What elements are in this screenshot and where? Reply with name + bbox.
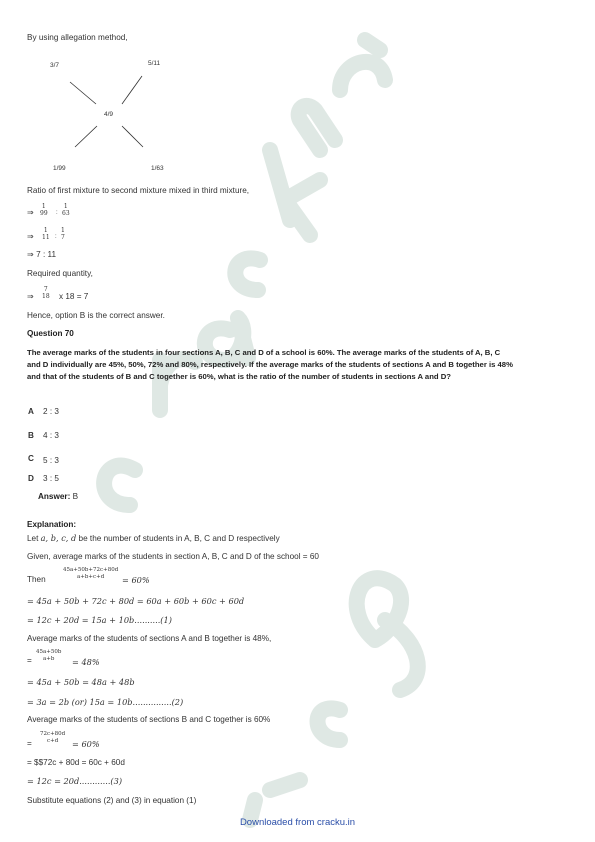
intro-text: By using allegation method, xyxy=(27,33,128,42)
explanation-line-5: = 12c + 20d = 15a + 10b..........(1) xyxy=(27,615,172,625)
diagram-top-right: 5/11 xyxy=(148,60,161,67)
hence-text: Hence, option B is the correct answer. xyxy=(27,311,165,320)
frac-numerator: 45a+50b xyxy=(36,649,62,655)
required-quantity-label: Required quantity, xyxy=(27,269,93,278)
option-letter: A xyxy=(28,407,34,416)
text-fragment: be the number of students in A, B, C and D respectively xyxy=(78,534,280,543)
question-line-3: and that of the students of B and C together is 60%, what is the ratio of the number of students in sections A and D? xyxy=(27,372,451,381)
explanation-line-3-frac xyxy=(63,567,118,581)
frac-numerator: 45a+50b+72c+80d xyxy=(63,567,119,573)
math-vars: a, b, c, d xyxy=(40,533,77,543)
explanation-line-6: Average marks of the students of sections A and B together is 48%, xyxy=(27,634,272,643)
diagram-lines xyxy=(0,0,595,200)
frac-denominator: 63 xyxy=(62,210,70,217)
explanation-line-8: = 45a + 50b = 48a + 48b xyxy=(27,677,135,687)
ratio-line-1-arrow: ⇒ xyxy=(27,208,34,217)
option-text: 3 : 5 xyxy=(43,474,59,483)
ratio-line-1-frac-2 xyxy=(62,203,70,217)
frac-numerator: 72c+80d xyxy=(40,731,66,737)
frac-denominator: 18 xyxy=(42,293,50,300)
required-frac xyxy=(42,286,50,300)
explanation-title: Explanation: xyxy=(27,520,77,529)
option-text: 2 : 3 xyxy=(43,407,59,416)
frac-numerator: 1 xyxy=(63,203,68,210)
ratio-text: Ratio of first mixture to second mixture mixed in third mixture, xyxy=(27,186,250,195)
explanation-line-11-eq: = xyxy=(27,739,32,748)
answer-label: Answer: xyxy=(38,492,71,501)
answer-line xyxy=(38,492,78,502)
explanation-line-10: Average marks of the students of sections B and C together is 60% xyxy=(27,715,271,724)
explanation-line-3-rhs: = 60% xyxy=(122,575,150,585)
diagram-top-left: 3/7 xyxy=(50,62,60,69)
option-text: 5 : 3 xyxy=(43,456,59,465)
option-text: 4 : 3 xyxy=(43,431,59,440)
option-letter: C xyxy=(28,454,34,463)
frac-denominator: 7 xyxy=(61,234,65,241)
question-line-1: The average marks of the students in four sections A, B, C and D of a school is 60%. The average marks of the students of A, B, C xyxy=(27,348,501,357)
explanation-line-14: Substitute equations (2) and (3) in equation (1) xyxy=(27,796,197,805)
diagram-bottom-right: 1/63 xyxy=(151,165,164,172)
ratio-line-1-colon: : xyxy=(56,210,58,216)
required-arrow: ⇒ xyxy=(27,292,34,301)
frac-numerator: 1 xyxy=(43,227,48,234)
diagram-bottom-left: 1/99 xyxy=(53,165,66,172)
ratio-line-2-arrow: ⇒ xyxy=(27,232,34,241)
explanation-line-12: = $$72c + 80d = 60c + 60d xyxy=(27,758,125,767)
explanation-line-11-rhs: = 60% xyxy=(72,739,100,749)
explanation-line-1 xyxy=(27,533,280,544)
ratio-line-2-frac-1 xyxy=(42,227,50,241)
question-line-2: and D individually are 45%, 50%, 72% and 80%, respectively. If the average marks of the students of sections A and B together is 48% xyxy=(27,360,513,369)
frac-denominator: a+b xyxy=(42,656,55,662)
frac-numerator: 1 xyxy=(41,203,46,210)
ratio-line-3: ⇒ 7 : 11 xyxy=(27,250,57,259)
frac-denominator: 11 xyxy=(42,234,50,241)
text-fragment: Let xyxy=(27,534,39,543)
frac-denominator: 99 xyxy=(40,210,48,217)
required-rest: x 18 = 7 xyxy=(59,292,89,301)
explanation-line-7-rhs: = 48% xyxy=(72,657,100,667)
ratio-line-2-colon: : xyxy=(55,234,57,240)
ratio-line-1-frac-1 xyxy=(40,203,48,217)
frac-denominator: a+b+c+d xyxy=(77,574,105,580)
option-letter: D xyxy=(28,474,34,483)
explanation-line-7-frac xyxy=(36,649,61,663)
frac-numerator: 7 xyxy=(43,286,48,293)
explanation-line-11-frac xyxy=(40,731,65,745)
frac-denominator: c+d xyxy=(47,738,59,744)
ratio-line-2-frac-2 xyxy=(61,227,65,241)
explanation-line-2: Given, average marks of the students in section A, B, C and D of the school = 60 xyxy=(27,552,319,561)
explanation-line-3-then: Then xyxy=(27,575,46,584)
option-letter: B xyxy=(28,431,34,440)
question-title: Question 70 xyxy=(27,329,74,338)
explanation-line-7-eq: = xyxy=(27,656,32,665)
explanation-line-4: = 45a + 50b + 72c + 80d = 60a + 60b + 60c + 60d xyxy=(27,596,245,606)
explanation-line-9: = 3a = 2b (or) 15a = 10b...............(2) xyxy=(27,697,184,707)
footer-link[interactable]: Downloaded from cracku.in xyxy=(239,817,356,828)
answer-value: B xyxy=(72,492,79,501)
frac-numerator: 1 xyxy=(61,227,65,234)
explanation-line-13: = 12c = 20d............(3) xyxy=(27,776,123,786)
diagram-center: 4/9 xyxy=(104,111,114,118)
